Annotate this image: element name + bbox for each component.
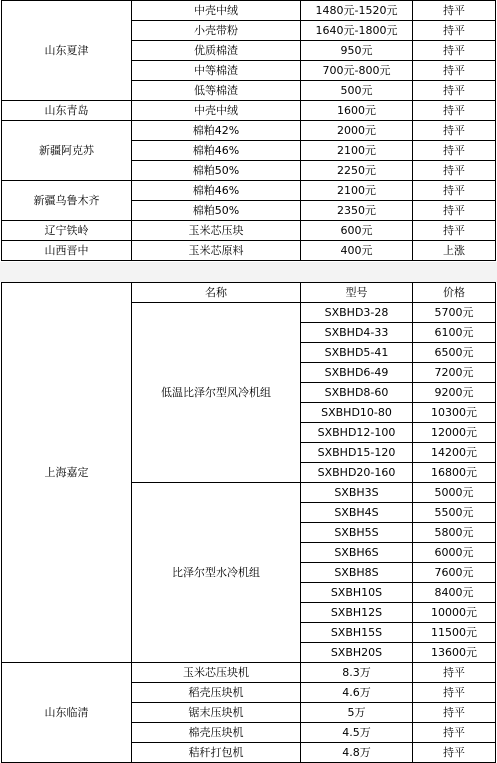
price-table-machines [1, 282, 496, 763]
price-cell: 1600元 [301, 101, 413, 121]
price-cell: 6100元 [413, 323, 496, 343]
table-row [2, 241, 496, 261]
item-cell: 棉壳压块机 [132, 723, 301, 743]
price-cell: 2000元 [301, 121, 413, 141]
header-row [2, 283, 496, 303]
item-cell: 棉粕42% [132, 121, 301, 141]
price-cell: 400元 [301, 241, 413, 261]
table2-body [2, 283, 496, 763]
price-cell: 6000元 [413, 543, 496, 563]
trend-cell: 持平 [413, 141, 496, 161]
model-cell: SXBH8S [301, 563, 413, 583]
model-cell: SXBHD15-120 [301, 443, 413, 463]
location-cell: 上海嘉定 [2, 283, 132, 663]
item-cell: 秸秆打包机 [132, 743, 301, 763]
price-cell: 5800元 [413, 523, 496, 543]
item-cell: 棉粕50% [132, 201, 301, 221]
location-cell: 新疆乌鲁木齐 [2, 181, 132, 221]
price-cell: 5500元 [413, 503, 496, 523]
price-table-cotton [1, 0, 496, 261]
location-cell: 山西晋中 [2, 241, 132, 261]
item-cell: 棉粕46% [132, 181, 301, 201]
location-cell: 山东临清 [2, 663, 132, 763]
trend-cell: 持平 [413, 81, 496, 101]
model-cell: SXBHD8-60 [301, 383, 413, 403]
price-cell: 13600元 [413, 643, 496, 663]
trend-cell: 持平 [413, 1, 496, 21]
column-header-name: 名称 [132, 283, 301, 303]
location-cell: 新疆阿克苏 [2, 121, 132, 181]
price-cell: 9200元 [413, 383, 496, 403]
trend-cell: 上涨 [413, 241, 496, 261]
price-cell: 8400元 [413, 583, 496, 603]
price-cell: 600元 [301, 221, 413, 241]
price-cell: 950元 [301, 41, 413, 61]
model-cell: SXBH6S [301, 543, 413, 563]
price-cell: 700元-800元 [301, 61, 413, 81]
price-cell: 10000元 [413, 603, 496, 623]
item-cell: 玉米芯原料 [132, 241, 301, 261]
price-cell: 2250元 [301, 161, 413, 181]
model-cell: SXBH5S [301, 523, 413, 543]
trend-cell: 持平 [413, 221, 496, 241]
trend-cell: 持平 [413, 21, 496, 41]
trend-cell: 持平 [413, 703, 496, 723]
item-cell: 棉粕50% [132, 161, 301, 181]
trend-cell: 持平 [413, 723, 496, 743]
model-cell: SXBH10S [301, 583, 413, 603]
price-cell: 5万 [301, 703, 413, 723]
table-gap [0, 262, 497, 282]
price-cell: 1640元-1800元 [301, 21, 413, 41]
trend-cell: 持平 [413, 161, 496, 181]
price-cell: 14200元 [413, 443, 496, 463]
column-header-model: 型号 [301, 283, 413, 303]
model-cell: SXBH12S [301, 603, 413, 623]
table1-body [2, 1, 496, 261]
trend-cell: 持平 [413, 101, 496, 121]
trend-cell: 持平 [413, 41, 496, 61]
location-cell: 山东青岛 [2, 101, 132, 121]
model-cell: SXBH15S [301, 623, 413, 643]
model-cell: SXBHD3-28 [301, 303, 413, 323]
trend-cell: 持平 [413, 201, 496, 221]
item-cell: 玉米芯压块 [132, 221, 301, 241]
item-cell: 优质棉渣 [132, 41, 301, 61]
price-cell: 2100元 [301, 181, 413, 201]
item-cell: 中壳中绒 [132, 101, 301, 121]
item-cell: 小壳带粉 [132, 21, 301, 41]
table-row [2, 1, 496, 21]
location-cell: 山东夏津 [2, 1, 132, 101]
table-row [2, 101, 496, 121]
price-cell: 7600元 [413, 563, 496, 583]
item-cell: 低等棉渣 [132, 81, 301, 101]
model-cell: SXBHD5-41 [301, 343, 413, 363]
item-cell: 稻壳压块机 [132, 683, 301, 703]
price-cell: 5000元 [413, 483, 496, 503]
item-cell: 中壳中绒 [132, 1, 301, 21]
group-name-cell: 低温比泽尔型风冷机组 [132, 303, 301, 483]
price-cell: 2100元 [301, 141, 413, 161]
item-cell: 锯末压块机 [132, 703, 301, 723]
price-cell: 4.5万 [301, 723, 413, 743]
table-row [2, 221, 496, 241]
price-cell: 11500元 [413, 623, 496, 643]
model-cell: SXBH4S [301, 503, 413, 523]
price-cell: 16800元 [413, 463, 496, 483]
price-cell: 10300元 [413, 403, 496, 423]
price-cell: 2350元 [301, 201, 413, 221]
model-cell: SXBHD20-160 [301, 463, 413, 483]
group-name-cell: 比泽尔型水冷机组 [132, 483, 301, 663]
model-cell: SXBHD12-100 [301, 423, 413, 443]
price-cell: 8.3万 [301, 663, 413, 683]
trend-cell: 持平 [413, 181, 496, 201]
model-cell: SXBHD10-80 [301, 403, 413, 423]
item-cell: 中等棉渣 [132, 61, 301, 81]
trend-cell: 持平 [413, 121, 496, 141]
trend-cell: 持平 [413, 683, 496, 703]
price-cell: 6500元 [413, 343, 496, 363]
item-cell: 玉米芯压块机 [132, 663, 301, 683]
model-cell: SXBHD6-49 [301, 363, 413, 383]
price-cell: 500元 [301, 81, 413, 101]
model-cell: SXBH3S [301, 483, 413, 503]
price-cell: 4.6万 [301, 683, 413, 703]
trend-cell: 持平 [413, 743, 496, 763]
item-cell: 棉粕46% [132, 141, 301, 161]
model-cell: SXBH20S [301, 643, 413, 663]
price-cell: 12000元 [413, 423, 496, 443]
price-cell: 7200元 [413, 363, 496, 383]
price-cell: 5700元 [413, 303, 496, 323]
column-header-price: 价格 [413, 283, 496, 303]
location-cell: 辽宁铁岭 [2, 221, 132, 241]
price-cell: 1480元-1520元 [301, 1, 413, 21]
trend-cell: 持平 [413, 61, 496, 81]
table-row [2, 121, 496, 141]
table-row [2, 181, 496, 201]
model-cell: SXBHD4-33 [301, 323, 413, 343]
trend-cell: 持平 [413, 663, 496, 683]
table-row [2, 663, 496, 683]
price-cell: 4.8万 [301, 743, 413, 763]
